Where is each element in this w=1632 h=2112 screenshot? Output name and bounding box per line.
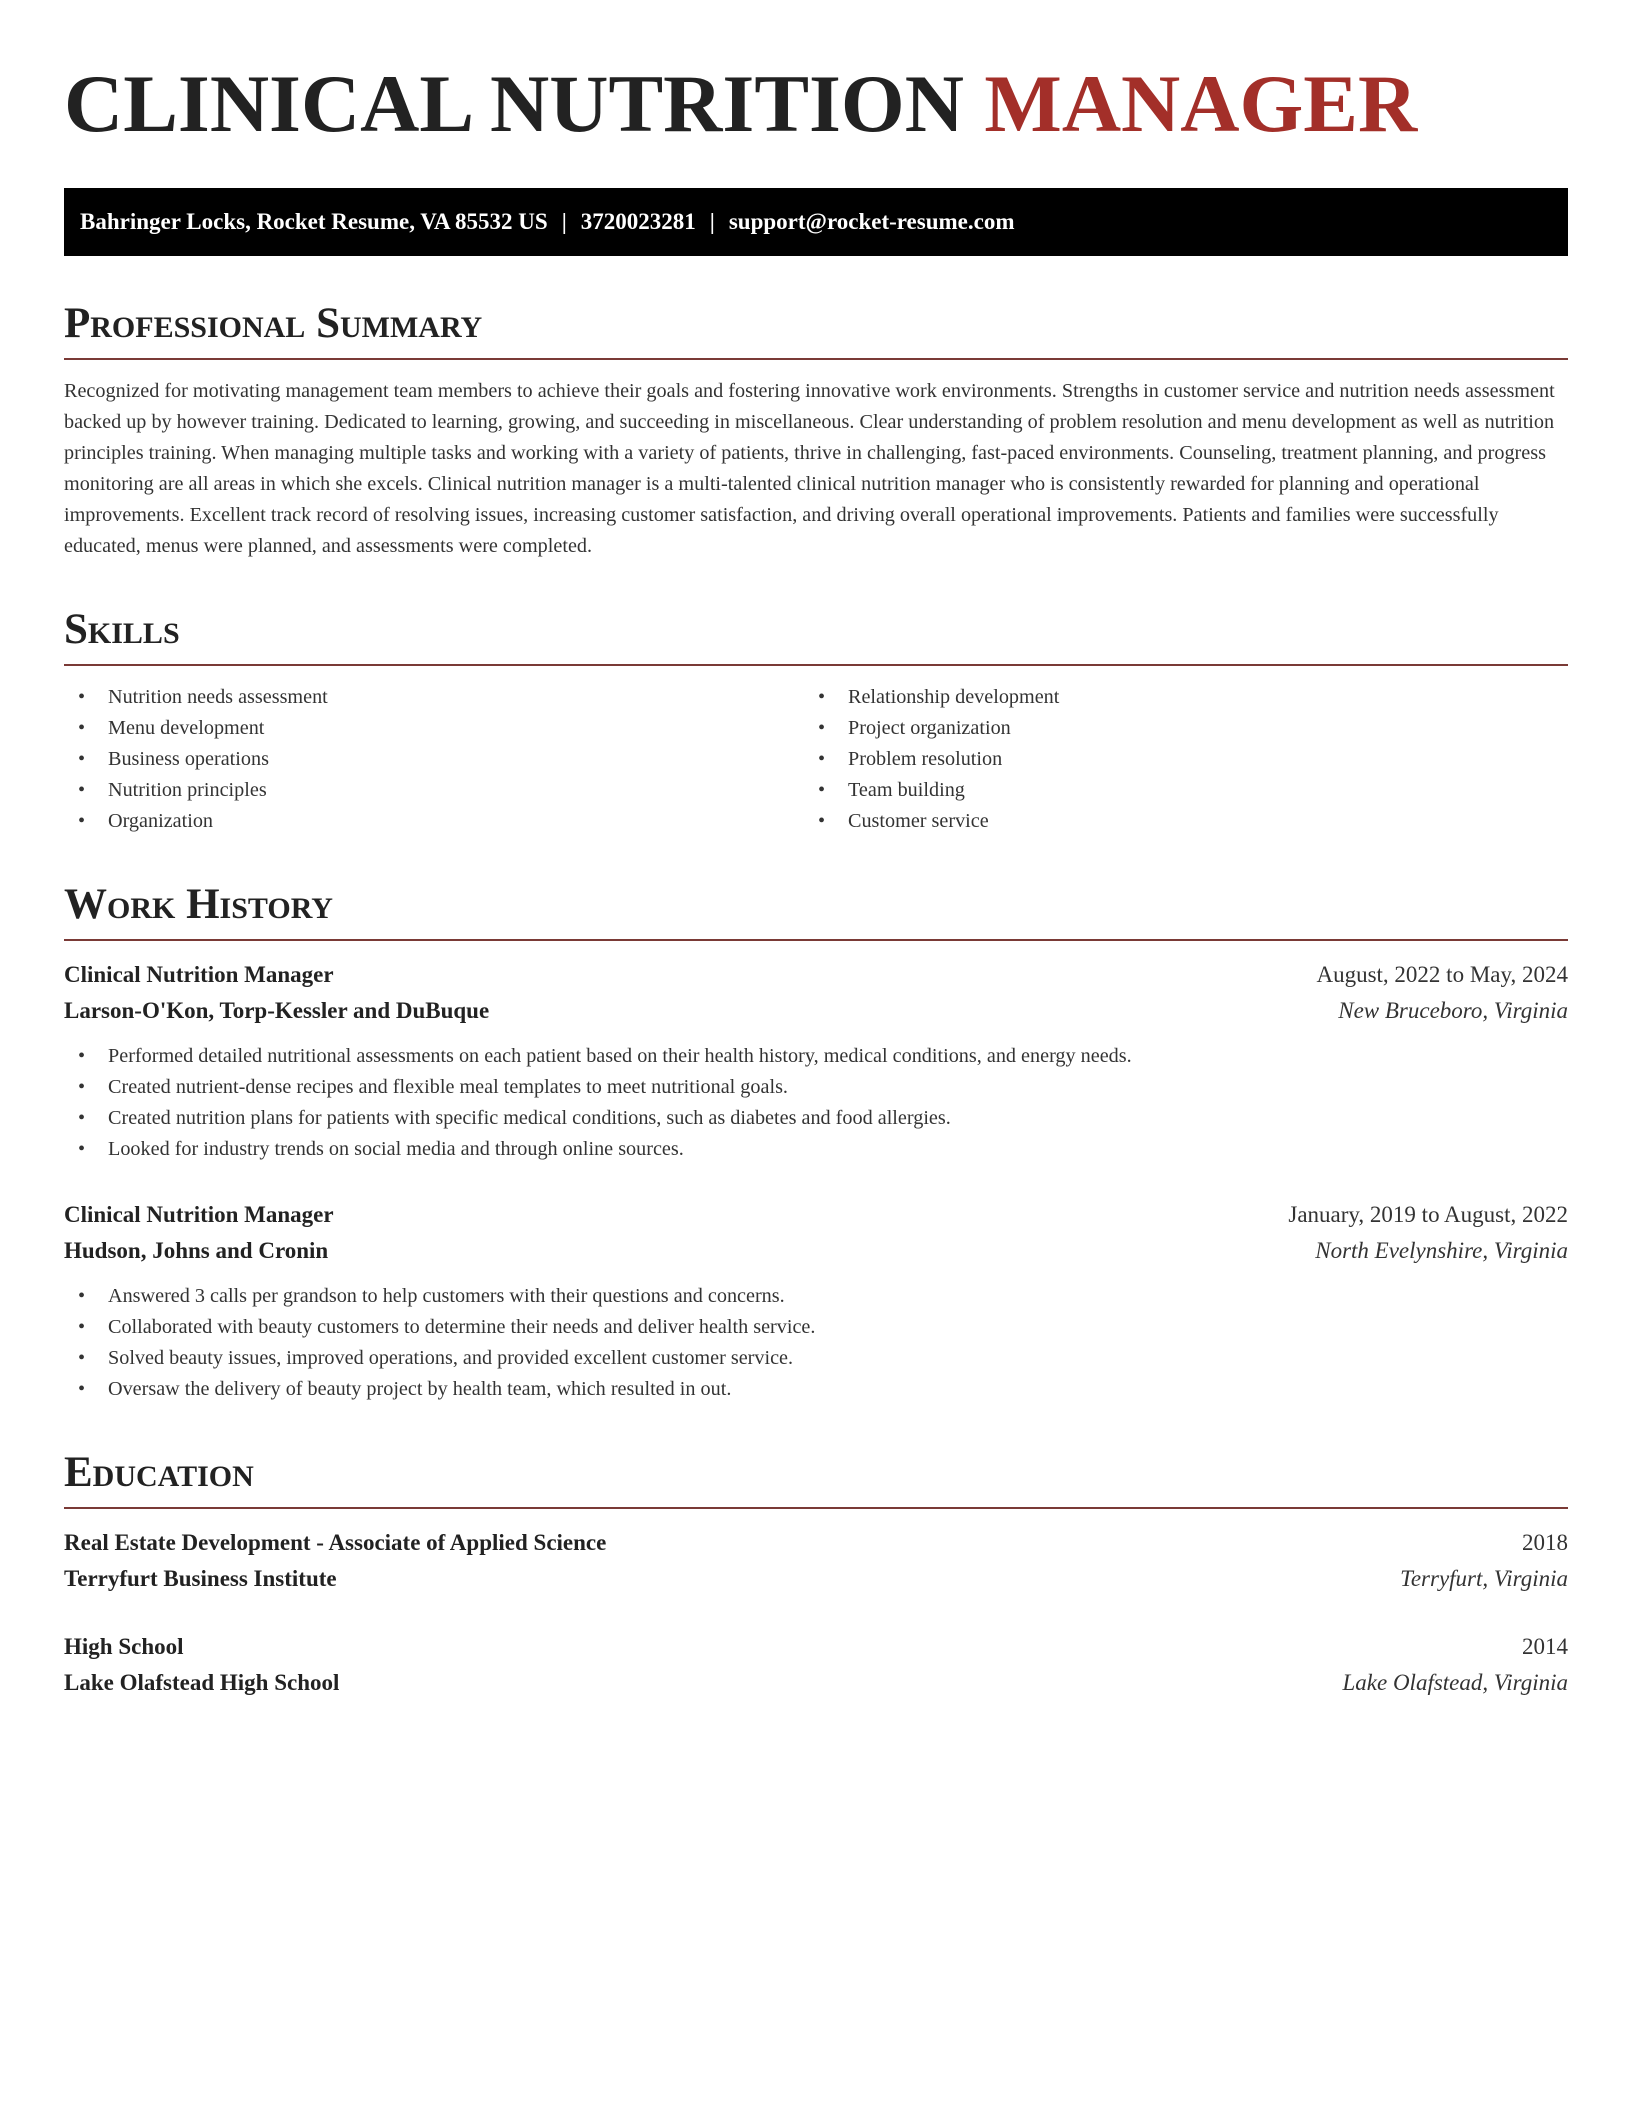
job-entry: [64, 957, 1568, 1165]
job-bullet: • Performed detailed nutritional assessments on each patient based on their health history, medical conditions, and energy needs.: [64, 1041, 1568, 1072]
job-bullet: • Created nutrient-dense recipes and flexible meal templates to meet nutritional goals.: [64, 1072, 1568, 1103]
job-title-row: [64, 1197, 1568, 1233]
skill-item: • Nutrition principles: [64, 775, 804, 806]
skill-item: • Menu development: [64, 713, 804, 744]
summary-text: Recognized for motivating management team members to achieve their goals and fostering innovative work environments. Strengths in customer service and nutrition needs assessment backed up by however training. Dedicated to learning, growing, and succeeding in miscellaneous. Clear understanding of problem resolution and menu development as well as nutrition principles training. When managing multiple tasks and working with a variety of patients, thrive in challenging, fast-paced environments. Counseling, treatment planning, and progress monitoring are all areas in which she excels. Clinical nutrition manager is a multi-talented clinical nutrition manager who is consistently rewarded for planning and operational improvements. Excellent track record of resolving issues, increasing customer satisfaction, and driving overall operational improvements. Patients and families were successfully educated, menus were planned, and assessments were completed.: [64, 380, 1555, 557]
education-location: Terryfurt, Virginia: [1400, 1566, 1568, 1591]
education-entry: [64, 1525, 1568, 1597]
section-heading-skills: Skills: [64, 606, 1568, 666]
skills-section: [64, 606, 1568, 837]
page-title: [64, 56, 1568, 152]
job-title: Clinical Nutrition Manager: [64, 962, 334, 987]
work-history-section: [64, 881, 1568, 1405]
contact-email: support@rocket-resume.com: [728, 209, 1015, 234]
title-accent: MANAGER: [984, 58, 1418, 149]
education-entry: [64, 1629, 1568, 1701]
job-company: Larson-O'Kon, Torp-Kessler and DuBuque: [64, 998, 490, 1023]
job-dates: January, 2019 to August, 2022: [1288, 1202, 1568, 1227]
title-main: CLINICAL NUTRITION: [64, 58, 964, 149]
job-entry: [64, 1197, 1568, 1405]
skill-item: • Relationship development: [804, 682, 1544, 713]
skill-item: • Business operations: [64, 744, 804, 775]
education-year: 2018: [1522, 1530, 1568, 1555]
contact-address: Bahringer Locks, Rocket Resume, VA 85532 US: [80, 209, 548, 234]
job-bullet: • Solved beauty issues, improved operations, and provided excellent customer service.: [64, 1343, 1568, 1374]
professional-summary-section: [64, 300, 1568, 562]
education-degree-row: [64, 1525, 1568, 1561]
job-bullet: • Oversaw the delivery of beauty project by health team, which resulted in out.: [64, 1374, 1568, 1405]
skill-item: • Organization: [64, 806, 804, 837]
job-bullets: [64, 1041, 1568, 1165]
job-company-row: [64, 993, 1568, 1029]
job-dates: August, 2022 to May, 2024: [1316, 962, 1568, 987]
education-section: [64, 1449, 1568, 1701]
job-location: New Bruceboro, Virginia: [1338, 998, 1568, 1023]
job-bullet: • Looked for industry trends on social media and through online sources.: [64, 1134, 1568, 1165]
job-company: Hudson, Johns and Cronin: [64, 1238, 329, 1263]
section-heading-work: Work History: [64, 881, 1568, 941]
job-title-row: [64, 957, 1568, 993]
skill-item: • Project organization: [804, 713, 1544, 744]
skills-list-right: [804, 682, 1544, 837]
contact-separator: |: [561, 209, 567, 234]
skill-item: • Problem resolution: [804, 744, 1544, 775]
job-bullets: [64, 1281, 1568, 1405]
job-company-row: [64, 1233, 1568, 1269]
education-year: 2014: [1522, 1634, 1568, 1659]
section-heading-education: Education: [64, 1449, 1568, 1509]
job-location: North Evelynshire, Virginia: [1315, 1238, 1568, 1263]
education-degree-row: [64, 1629, 1568, 1665]
education-degree: High School: [64, 1634, 184, 1659]
contact-bar: [64, 188, 1568, 256]
skill-item: • Customer service: [804, 806, 1544, 837]
contact-phone: 3720023281: [580, 209, 696, 234]
section-heading-summary: Professional Summary: [64, 300, 1568, 360]
education-school: Lake Olafstead High School: [64, 1670, 340, 1695]
skill-item: • Team building: [804, 775, 1544, 806]
job-bullet: • Answered 3 calls per grandson to help customers with their questions and concerns.: [64, 1281, 1568, 1312]
contact-separator: |: [709, 209, 715, 234]
education-school-row: [64, 1665, 1568, 1701]
education-degree: Real Estate Development - Associate of Applied Science: [64, 1530, 607, 1555]
skills-list-left: [64, 682, 804, 837]
education-school-row: [64, 1561, 1568, 1597]
job-bullet: • Created nutrition plans for patients with specific medical conditions, such as diabetes and food allergies.: [64, 1103, 1568, 1134]
job-bullet: • Collaborated with beauty customers to determine their needs and deliver health service.: [64, 1312, 1568, 1343]
education-school: Terryfurt Business Institute: [64, 1566, 337, 1591]
skills-columns: [64, 682, 1568, 837]
job-title: Clinical Nutrition Manager: [64, 1202, 334, 1227]
skill-item: • Nutrition needs assessment: [64, 682, 804, 713]
education-location: Lake Olafstead, Virginia: [1342, 1670, 1568, 1695]
